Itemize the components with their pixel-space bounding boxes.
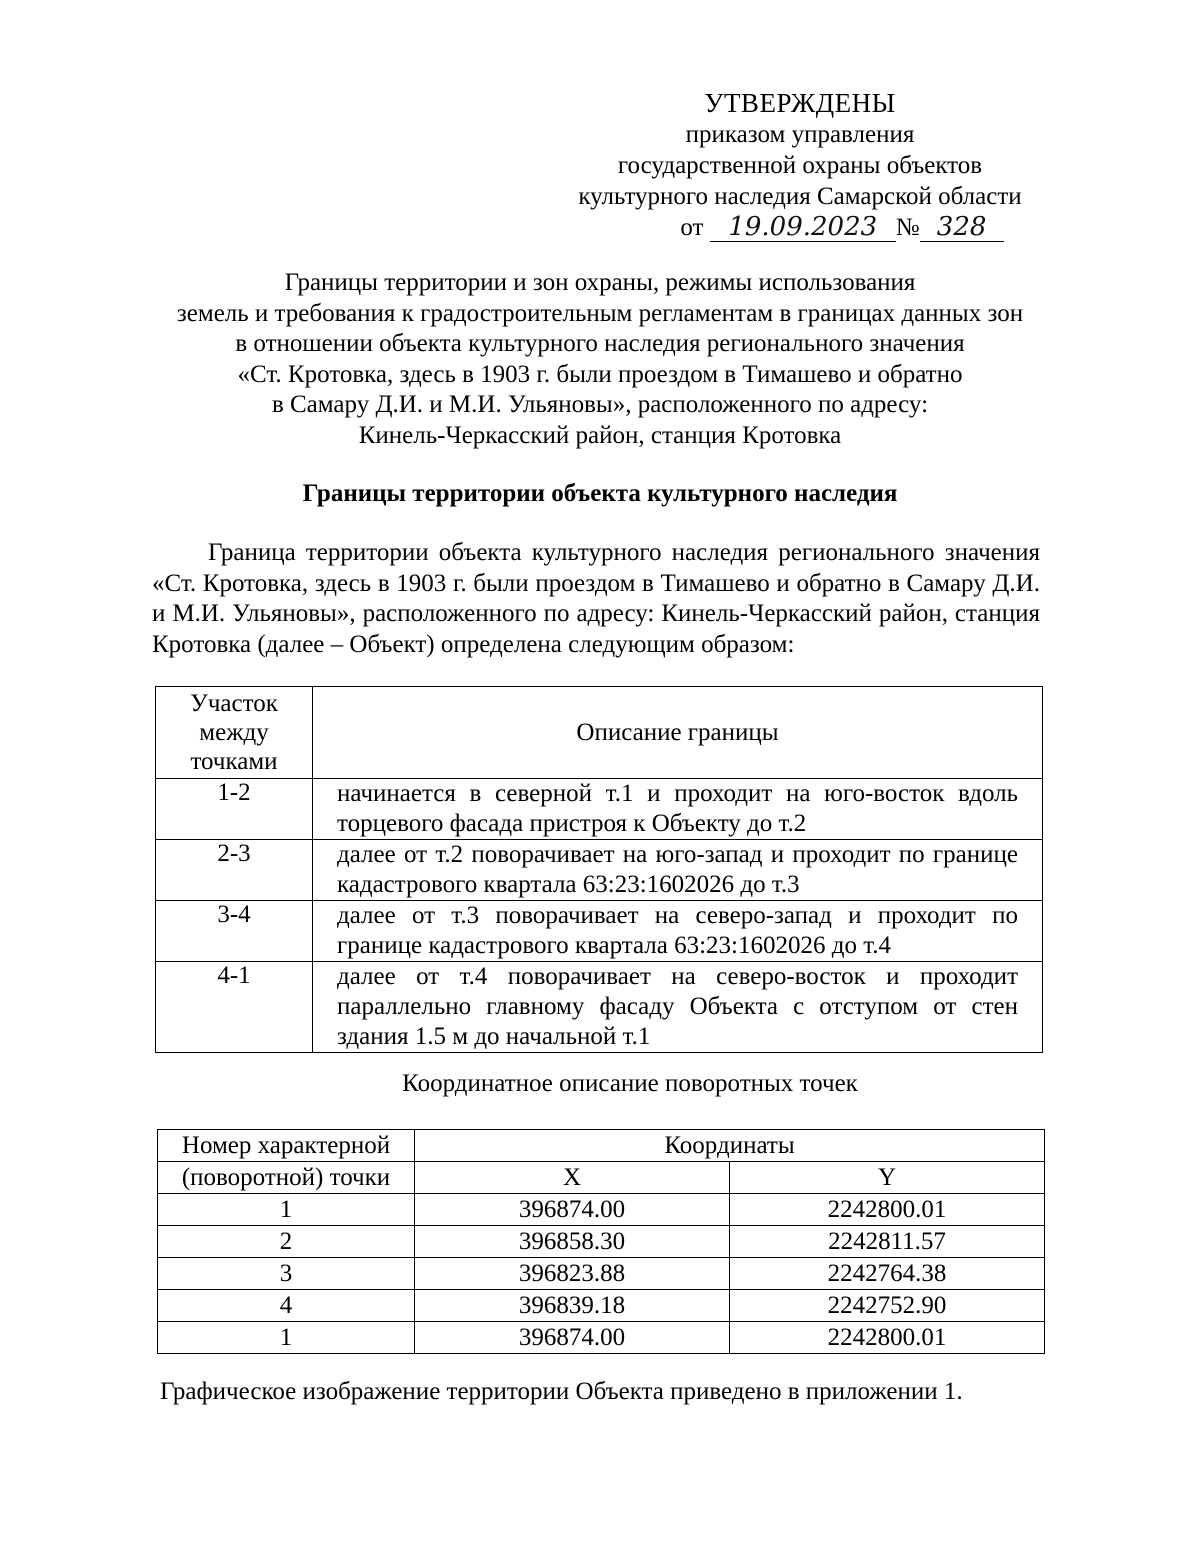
segment-cell: 1-2 <box>156 779 313 840</box>
point-cell: 2 <box>158 1226 415 1258</box>
point-header-line-2: (поворотной) точки <box>158 1162 415 1194</box>
point-cell: 4 <box>158 1290 415 1322</box>
y-cell: 2242764.38 <box>730 1258 1045 1290</box>
table-row <box>158 1194 1045 1226</box>
footer-note: Графическое изображение территории Объекта приведено в приложении 1. <box>160 1378 963 1405</box>
from-label: от <box>680 214 704 241</box>
boundary-table <box>155 686 1043 1053</box>
table-row <box>158 1226 1045 1258</box>
x-cell: 396823.88 <box>415 1258 730 1290</box>
x-cell: 396858.30 <box>415 1226 730 1258</box>
order-date-number <box>644 212 1040 243</box>
title-line: земель и требования к градостроительным регламентам в границах данных зон <box>176 299 1024 327</box>
table-row <box>156 901 1043 962</box>
description-header: Описание границы <box>313 687 1043 779</box>
point-cell: 3 <box>158 1258 415 1290</box>
approval-heading: УТВЕРЖДЕНЫ <box>704 88 896 118</box>
handwritten-number: 328 <box>936 212 987 242</box>
x-cell: 396874.00 <box>415 1322 730 1354</box>
section-heading: Границы территории объекта культурного наследия <box>302 480 898 507</box>
number-label: № <box>895 214 920 241</box>
segment-cell: 3-4 <box>156 901 313 962</box>
document-title <box>130 268 1070 451</box>
title-line: Кинель-Черкасский район, станция Кротовка <box>358 421 842 449</box>
point-header: Номер характерной <box>158 1130 415 1162</box>
approval-block <box>560 88 1040 243</box>
point-cell: 1 <box>158 1322 415 1354</box>
coordinates-header-row <box>158 1130 1045 1162</box>
handwritten-date: 19.09.2023 <box>728 212 878 242</box>
intro-paragraph <box>152 538 1040 660</box>
y-header: Y <box>730 1162 1045 1194</box>
description-cell: далее от т.4 поворачивает на северо-восток и проходит параллельно главному фасаду Объекта с отступом от стен здания 1.5 м до начальной т.1 <box>313 962 1043 1053</box>
table-row <box>158 1290 1045 1322</box>
approval-line-3: культурного наследия Самарской области <box>578 183 1022 210</box>
coordinates-caption: Координатное описание поворотных точек <box>402 1070 858 1097</box>
y-cell: 2242752.90 <box>730 1290 1045 1322</box>
table-row <box>158 1258 1045 1290</box>
table-row <box>156 840 1043 901</box>
intro-text: Граница территории объекта культурного наследия регионального значения «Ст. Кротовка, здесь в 1903 г. были проездом в Тимашево и обратно в Самару Д.И. и М.И. Ульяновы», расположенного по адресу: Кинель-Черкасский район, станция Кротовка (далее – Объект) определена следующим образом: <box>152 539 1040 658</box>
approval-line-1: приказом управления <box>685 121 915 148</box>
x-header: X <box>415 1162 730 1194</box>
x-cell: 396839.18 <box>415 1290 730 1322</box>
segment-header: Участок между точками <box>156 687 313 779</box>
table-row <box>158 1322 1045 1354</box>
x-cell: 396874.00 <box>415 1194 730 1226</box>
table-row <box>156 962 1043 1053</box>
description-cell: далее от т.3 поворачивает на северо-запад и проходит по границе кадастрового квартала 63:23:1602026 до т.4 <box>313 901 1043 962</box>
point-cell: 1 <box>158 1194 415 1226</box>
table-row <box>156 779 1043 840</box>
approval-line-2: государственной охраны объектов <box>617 152 983 179</box>
segment-cell: 4-1 <box>156 962 313 1053</box>
boundary-table-header <box>156 687 1043 779</box>
description-cell: начинается в северной т.1 и проходит на юго-восток вдоль торцевого фасада пристроя к Объекту до т.2 <box>313 779 1043 840</box>
coordinates-header: Координаты <box>415 1130 1045 1162</box>
title-line: в отношении объекта культурного наследия регионального значения <box>235 330 965 357</box>
segment-cell: 2-3 <box>156 840 313 901</box>
coordinates-subheader-row <box>158 1162 1045 1194</box>
description-cell: далее от т.2 поворачивает на юго-запад и проходит по границе кадастрового квартала 63:23:1602026 до т.3 <box>313 840 1043 901</box>
title-line: в Самару Д.И. и М.И. Ульяновы», расположенного по адресу: <box>271 391 929 418</box>
y-cell: 2242800.01 <box>730 1322 1045 1354</box>
title-line: «Ст. Кротовка, здесь в 1903 г. были проездом в Тимашево и обратно <box>237 360 963 388</box>
coordinates-table <box>157 1129 1045 1354</box>
y-cell: 2242800.01 <box>730 1194 1045 1226</box>
title-line: Границы территории и зон охраны, режимы использования <box>284 269 916 296</box>
y-cell: 2242811.57 <box>730 1226 1045 1258</box>
